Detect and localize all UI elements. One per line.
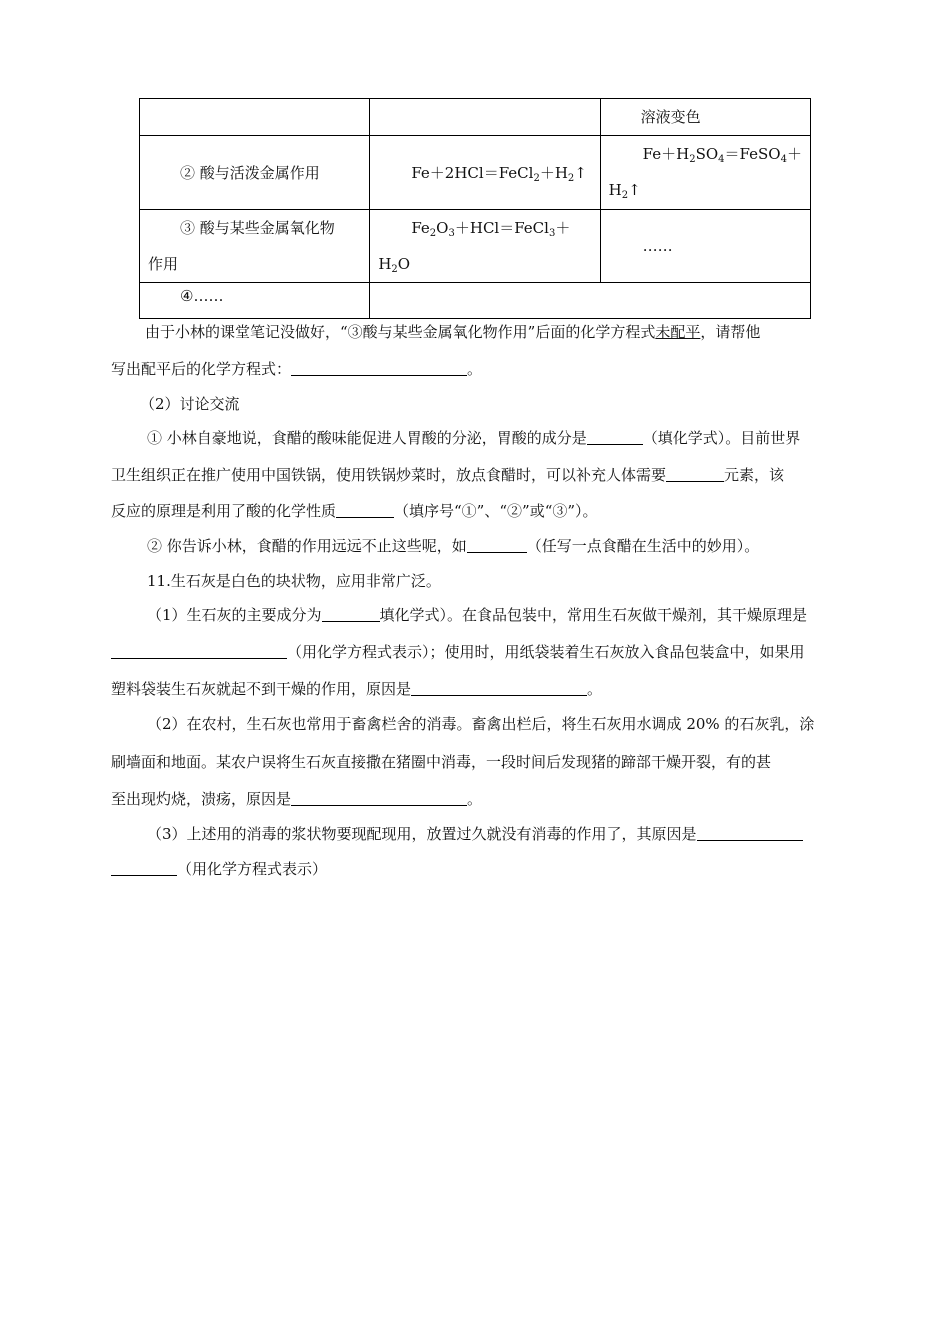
question-title: [147, 571, 877, 591]
eq-part: ↑: [628, 181, 641, 199]
eq-part: Fe: [411, 219, 430, 237]
paragraph-line: [147, 428, 877, 448]
cell-text-line2: 作用: [148, 255, 179, 273]
section-heading: （2）讨论交流: [140, 395, 240, 413]
eq-sub: 3: [548, 228, 556, 239]
answer-blank[interactable]: [697, 826, 803, 841]
table-cell: [140, 283, 370, 319]
equation-fe2o3-line1: [370, 210, 599, 246]
equation-h2so4-line1: [601, 136, 810, 172]
eq-part: ＝FeSO: [724, 145, 781, 163]
text: ② 你告诉小林，食醋的作用远远不止这些呢，如: [147, 537, 467, 555]
text: 写出配平后的化学方程式：: [111, 360, 292, 378]
paragraph-line: [140, 394, 870, 414]
eq-sub: 4: [718, 154, 725, 165]
text: （填化学式）。目前世界: [642, 429, 801, 447]
answer-blank[interactable]: [111, 644, 287, 659]
answer-blank[interactable]: [291, 791, 467, 806]
text: （1）生石灰的主要成分为: [147, 606, 322, 624]
table-cell: [140, 136, 370, 210]
eq-part: O: [436, 219, 449, 237]
paragraph-line: [111, 501, 841, 521]
cell-text: ② 酸与活泼金属作用: [180, 163, 320, 182]
table-cell: [370, 210, 600, 283]
text: （任写一点食醋在生活中的妙用）。: [526, 537, 760, 555]
eq-sub: 3: [448, 228, 455, 239]
eq-part: O: [397, 255, 411, 273]
cell-text: ……: [642, 237, 673, 255]
equation-fe2o3-line2: [370, 246, 599, 282]
table-row: [140, 283, 811, 319]
text: 反应的原理是利用了酸的化学性质: [111, 502, 337, 520]
table-cell: [370, 283, 811, 319]
paragraph-line: [111, 359, 841, 379]
eq-sub: 2: [689, 154, 696, 165]
paragraph-line: [111, 679, 841, 699]
text: （3）上述用的消毒的浆状物要现配现用，放置过久就没有消毒的作用了，其原因是: [147, 825, 697, 843]
eq-part: H: [608, 181, 622, 199]
answer-blank[interactable]: [322, 607, 380, 622]
paragraph-line: [111, 642, 841, 662]
eq-part: Fe＋2HCl＝FeCl: [411, 163, 534, 182]
text: 11.生石灰是白色的块状物，应用非常广泛。: [147, 572, 441, 590]
paragraph-line: [111, 465, 841, 485]
answer-blank[interactable]: [587, 430, 643, 445]
text: 卫生组织正在推广使用中国铁锅，使用铁锅炒菜时，放点食醋时，可以补充人体需要: [111, 466, 667, 484]
text: （用化学方程式表示）: [177, 860, 328, 878]
answer-blank[interactable]: [467, 538, 527, 553]
paragraph-line: [147, 714, 877, 734]
table-cell: [600, 210, 810, 283]
equation-h2so4-line2: [601, 172, 810, 208]
eq-sub: 2: [621, 190, 629, 201]
eq-part: ＋H: [539, 163, 568, 182]
eq-sub: 2: [391, 264, 398, 275]
table-cell: [600, 136, 810, 210]
table-row: [140, 210, 811, 283]
cell-text: ④……: [180, 287, 224, 305]
answer-blank[interactable]: [111, 861, 177, 876]
text: 填化学式）。在食品包装中，常用生石灰做干燥剂，其干燥原理是: [379, 606, 808, 624]
text: （用化学方程式表示）；使用时，用纸袋装着生石灰放入食品包装盒中，如果用: [287, 643, 805, 661]
text: ，请帮他: [700, 323, 761, 341]
text: 。: [467, 360, 483, 378]
table-cell: [140, 210, 370, 283]
answer-blank[interactable]: [411, 681, 587, 696]
paragraph-line: [147, 536, 877, 556]
paragraph-line: [111, 752, 841, 772]
answer-blank[interactable]: [291, 361, 467, 376]
eq-part: H: [378, 255, 392, 273]
underlined-text: 未配平: [655, 323, 701, 341]
text: 刷墙面和地面。某农户误将生石灰直接撒在猪圈中消毒，一段时间后发现猪的蹄部干燥开裂，有的甚: [111, 753, 772, 771]
text: 元素，该: [724, 466, 785, 484]
eq-part: SO: [695, 145, 719, 163]
cell-text-line1: ③ 酸与某些金属氧化物: [180, 219, 335, 237]
eq-sub: 2: [533, 172, 540, 184]
eq-part: Fe＋H: [642, 145, 690, 163]
table-row: [140, 136, 811, 210]
text: 。: [467, 790, 483, 808]
text: 。: [587, 680, 603, 698]
table-cell: [600, 99, 810, 136]
table-cell: [370, 99, 600, 136]
text: 由于小林的课堂笔记没做好，“③酸与某些金属氧化物作用”后面的化学方程式: [145, 323, 656, 341]
eq-part: ↑: [574, 163, 587, 182]
paragraph-line: [145, 322, 875, 342]
text: （填序号“①”、“②”或“③”）。: [394, 502, 598, 520]
eq-part: ＋: [786, 145, 802, 163]
eq-part: ＋: [555, 219, 571, 237]
text: （2）在农村，生石灰也常用于畜禽栏舍的消毒。畜禽出栏后，将生石灰用水调成 20% 的石灰乳，涂: [147, 715, 815, 733]
paragraph-line: [111, 859, 841, 879]
table-row: [140, 99, 811, 136]
cell-text: 溶液变色: [640, 108, 701, 126]
eq-sub: 2: [567, 172, 575, 184]
text: 至出现灼烧，溃疡，原因是: [111, 790, 292, 808]
eq-sub: 4: [780, 154, 787, 165]
paragraph-line: [147, 605, 877, 625]
acid-properties-table: [139, 98, 811, 319]
text: 塑料袋装生石灰就起不到干燥的作用，原因是: [111, 680, 412, 698]
eq-part: ＋HCl＝FeCl: [454, 219, 549, 237]
paragraph-line: [147, 824, 877, 844]
answer-blank[interactable]: [336, 503, 394, 518]
paragraph-line: [111, 789, 841, 809]
table-cell: [140, 99, 370, 136]
eq-sub: 2: [429, 228, 437, 239]
text: ① 小林自豪地说，食醋的酸味能促进人胃酸的分泌，胃酸的成分是: [147, 429, 587, 447]
equation-hcl: [411, 164, 587, 182]
answer-blank[interactable]: [666, 467, 724, 482]
table-cell: [370, 136, 600, 210]
